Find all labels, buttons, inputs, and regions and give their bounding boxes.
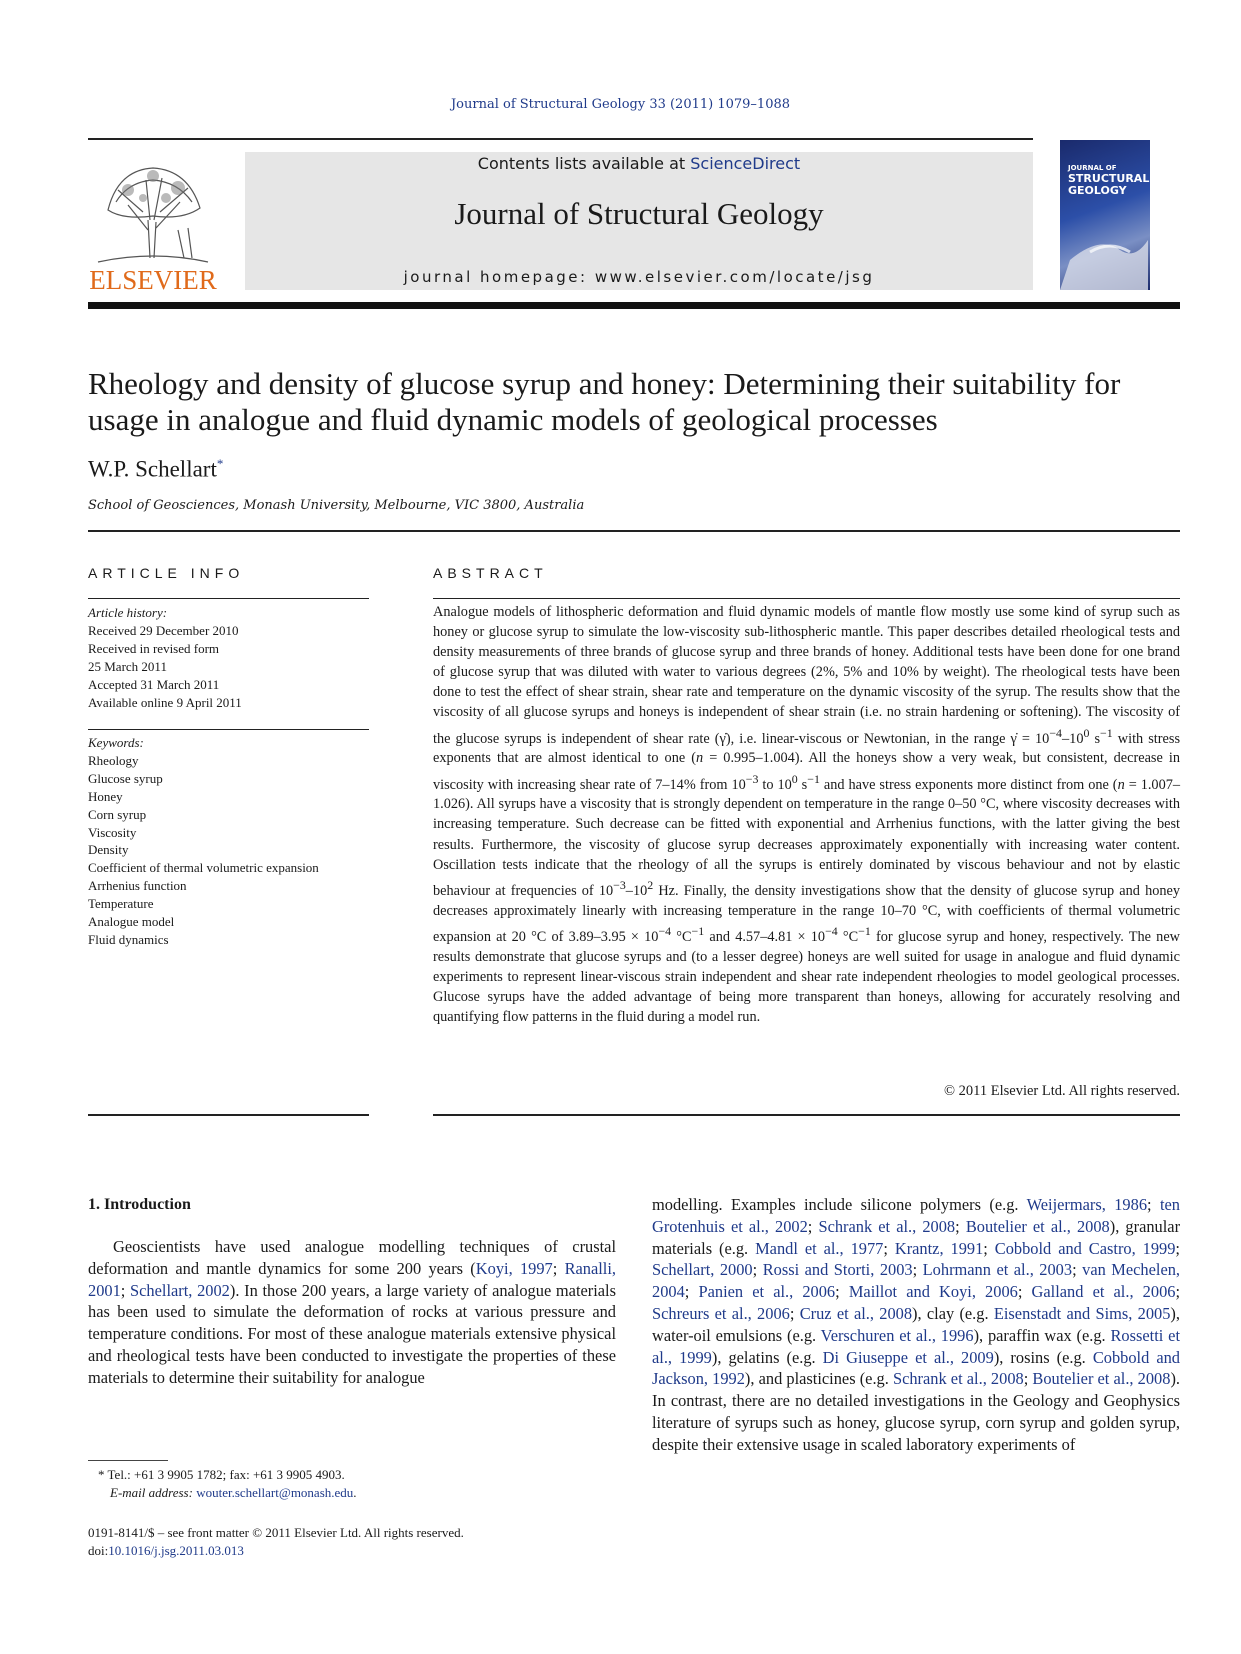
citation-link[interactable]: Schellart, 2000 [652,1260,753,1280]
citation-link[interactable]: Ranalli, 2001 [88,1258,617,1300]
section-heading-introduction: 1. Introduction [88,1196,191,1213]
article-history [88,604,369,712]
citation-link[interactable]: Rossetti et al., 1999 [652,1325,1180,1367]
keyword-item: Temperature [88,896,154,912]
contents-line [245,154,1033,173]
citation-link[interactable]: Krantz, 1991 [894,1238,984,1258]
citation-link[interactable]: Koyi, 1997 [475,1258,553,1278]
homepage-link[interactable]: www.elsevier.com/locate/jsg [594,268,875,286]
history-item: Received 29 December 2010 [88,623,239,638]
journal-reference-link[interactable]: Journal of Structural Geology 33 (2011) 1079–1088 [450,97,791,112]
keywords-list [88,734,369,949]
keyword-item: Fluid dynamics [88,931,169,947]
cover-main-text: STRUCTURAL GEOLOGY [1068,172,1150,197]
journal-cover-image[interactable] [1060,140,1150,290]
citation-link[interactable]: Schellart, 2002 [130,1280,230,1300]
citation-link[interactable]: Rossi and Storti, 2003 [762,1260,913,1280]
keywords-rule [88,729,369,730]
author-footnote [98,1466,357,1502]
citation-link[interactable]: Schrank et al., 2008 [818,1216,956,1236]
doi-link[interactable]: 10.1016/j.jsg.2011.03.013 [108,1543,244,1558]
citation-link[interactable]: Di Giuseppe et al., 2009 [822,1347,994,1367]
citation-link[interactable]: Schrank et al., 2008 [892,1369,1024,1389]
keyword-item: Coefficient of thermal volumetric expansion [88,860,319,876]
citation-link[interactable]: Weijermars, 1986 [1026,1195,1148,1214]
intro-paragraph-continued: modelling. Examples include silicone polymers (e.g. Weijermars, 1986; ten Grotenhuis et al., 2002; Schrank et al., 2008; Boutelier et al., 2008), granular materials (e.g. Mandl et al., 1977; Krantz, 1991; Cobbold and Castro, 1999; Schellart, 2000; Rossi and Storti, 2003; Lohrmann et al., 2003; van Mechelen, 2004; Panien et al., 2006; Maillot and Koyi, 2006; Galland et al., 2006; Schreurs et al., 2006; Cruz et al., 2008), clay (e.g. Eisenstadt and Sims, 2005), water-oil emulsions (e.g. Verschuren et al., 1996), paraffin wax (e.g. Rossetti et al., 1999), gelatins (e.g. Di Giuseppe et al., 2009), rosins (e.g. Cobbold and Jackson, 1992), and plasticines (e.g. Schrank et al., 2008; Boutelier et al., 2008). In contrast, there are no detailed investigations in the Geology and Geophysics literature of syrups such as honey, glucose syrup, corn syrup and golden syrup, despite their extensive usage in scaled laboratory experiments of [652,1195,1181,1454]
author-footnote-mark[interactable]: * [216,456,224,471]
citation-link[interactable]: Boutelier et al., 2008 [965,1216,1110,1236]
citation-link[interactable]: Boutelier et al., 2008 [1032,1369,1171,1389]
citation-link[interactable]: Maillot and Koyi, 2006 [848,1282,1018,1302]
citation-link[interactable]: ten Grotenhuis et al., 2002 [652,1195,1180,1236]
citation-link[interactable]: Verschuren et al., 1996 [820,1325,974,1345]
citation-link[interactable]: Panien et al., 2006 [698,1282,836,1302]
header-top-rule [88,138,1033,140]
footnote-email-line: E-mail address: wouter.schellart@monash.edu. [110,1485,357,1500]
intro-paragraph: Geoscientists have used analogue modelling techniques of crustal deformation and mantle dynamics for some 200 years (Koyi, 1997; Ranalli, 2001; Schellart, 2002). In those 200 years, a large variety of analogue materials has been used to simulate the deformation of rocks at various pressure and temperature conditions. For most of these analogue materials extensive physical and rheological tests have been conducted to investigate the properties of these materials to determine their suitability for analogue [88,1237,617,1387]
keyword-item: Viscosity [88,824,137,840]
citation-link[interactable]: van Mechelen, 2004 [652,1260,1181,1302]
abstract-text: Analogue models of lithospheric deformation and fluid dynamic models of mantle flow mostly use some kind of syrup such as honey or glucose syrup to simulate the low-viscosity sub-lithospheric mantle. This paper describes detailed rheological tests and density measurements of three brands of glucose syrup and three brands of honey. Additional tests have been done for one brand of glucose syrup that was diluted with water to various degrees (2%, 5% and 10% by weight). The rheological tests have been done to test the effect of shear strain, shear rate and temperature on the dynamic viscosity of the syrup. The results show that the viscosity of all glucose syrups and honeys is independent of shear strain (i.e. no strain hardening or softening). The viscosity of the glucose syrups is independent of shear rate (γ̇), i.e. linear-viscous or Newtonian, in the range γ̇ = $10^{-4}-10^0$ $s^{-1}$ with stress exponents that are almost identical to one (n = 0.995–1.004). All the honeys show a very weak, but consistent, decrease in viscosity with increasing shear rate of 7–14% from $10^{-3}$ to $10^0$ $s^{-1}$ and have stress exponents more distinct from one (n = 1.007–1.026). All syrups have a viscosity that is strongly dependent on temperature in the range 0–50 °C, where viscosity decreases with increasing temperature. Such decrease can be fitted with exponential and Arrhenius functions, with the latter giving the best results. Furthermore, the viscosity of glucose syrup decreases approximately exponentially with increasing water content. Oscillation tests indicate that the rheology of all the syrups is entirely dominated by viscous behaviour and not by elastic behaviour at frequencies of $10^{-3}-10^2$ Hz. Finally, the density investigations show that the density of glucose syrup and honey decreases approximately linearly with increasing temperature in the range 10–70 °C, with coefficients of thermal volumetric expansion at 20 °C of $3.89-3.95 \times 10^{-4}$ $^\circ C^{-1}$ and $4.57-4.81 \times 10^{-4}$ $^\circ C^{-1}$ for glucose syrup and honey, respectively. The new results demonstrate that glucose syrups and (to a lesser degree) honeys are well suited for usage in analogue and fluid dynamic experiments to represent linear-viscous strain independent and shear rate independent rheologies to model geological processes. Glucose syrups have the added advantage of being more transparent than honeys, allowing for accurately resolving and quantifying flow patterns in the fluid during a model run. [433,604,1181,1025]
author-name [88,456,223,483]
history-item: Available online 9 April 2011 [88,695,242,710]
abstract-rule [433,598,1180,599]
citation-link[interactable]: Cobbold and Jackson, 1992 [652,1347,1180,1389]
article-info-rule [88,598,369,599]
abstract-bottom-rule [433,1114,1180,1116]
keyword-item: Analogue model [88,914,175,930]
footnote-contact [98,1466,357,1484]
footnote-mark: * [98,1467,105,1482]
citation-link[interactable]: Schreurs et al., 2006 [652,1303,790,1323]
header-thick-rule [88,302,1180,309]
citation-link[interactable]: Cruz et al., 2008 [799,1303,913,1323]
citation-link[interactable]: Mandl et al., 1977 [755,1238,884,1258]
footnote-rule [88,1460,168,1461]
doi-line: doi:10.1016/j.jsg.2011.03.013 [88,1543,244,1558]
citation-link[interactable]: Eisenstadt and Sims, 2005 [993,1303,1171,1323]
email-label: E-mail address: [110,1485,197,1500]
footnote-tel: Tel.: +61 3 9905 1782; fax: +61 3 9905 4903. [104,1467,345,1482]
cover-art-icon [1060,140,1150,290]
citation-link[interactable]: Galland et al., 2006 [1031,1282,1176,1302]
abstract-heading: ABSTRACT [433,565,548,581]
front-matter [88,1524,464,1560]
sciencedirect-link[interactable]: ScienceDirect [690,154,801,173]
keyword-item: Density [88,842,129,858]
keyword-item: Arrhenius function [88,878,187,894]
history-item: Received in revised form [88,641,220,656]
svg-text:ELSEVIER: ELSEVIER [89,265,217,295]
journal-homepage [245,268,1033,286]
author-affiliation: School of Geosciences, Monash University, Melbourne, VIC 3800, Australia [88,498,585,513]
journal-banner [245,152,1033,290]
issn-line: 0191-8141/$ – see front matter © 2011 Elsevier Ltd. All rights reserved. [88,1525,464,1540]
history-item: 25 March 2011 [88,659,167,674]
affiliation-rule [88,530,1180,532]
article-info-bottom-rule [88,1114,369,1116]
elsevier-tree-icon [88,150,218,295]
keyword-item: Rheology [88,752,139,768]
elsevier-logo[interactable] [88,150,218,295]
homepage-prefix: journal homepage: [403,268,595,286]
history-label: Article history: [88,605,168,620]
keyword-item: Glucose syrup [88,770,163,786]
article-info-heading: ARTICLE INFO [88,565,245,581]
abstract-copyright: © 2011 Elsevier Ltd. All rights reserved. [944,1083,1180,1099]
email-link[interactable]: wouter.schellart@monash.edu [196,1485,354,1500]
contents-prefix: Contents lists available at [477,154,691,173]
citation-link[interactable]: Cobbold and Castro, 1999 [994,1238,1176,1258]
keywords-label: Keywords: [88,735,144,750]
keyword-item: Corn syrup [88,806,147,822]
journal-title: Journal of Structural Geology [454,196,824,231]
citation-link[interactable]: Lohrmann et al., 2003 [922,1260,1073,1280]
cover-small-text: JOURNAL OF [1068,164,1117,172]
history-item: Accepted 31 March 2011 [88,677,220,692]
article-title: Rheology and density of glucose syrup and honey: Determining their suitability for usage in analogue and fluid dynamic models of geological processes [88,366,1121,437]
author-text: W.P. Schellart [88,456,217,482]
keyword-item: Honey [88,788,123,804]
